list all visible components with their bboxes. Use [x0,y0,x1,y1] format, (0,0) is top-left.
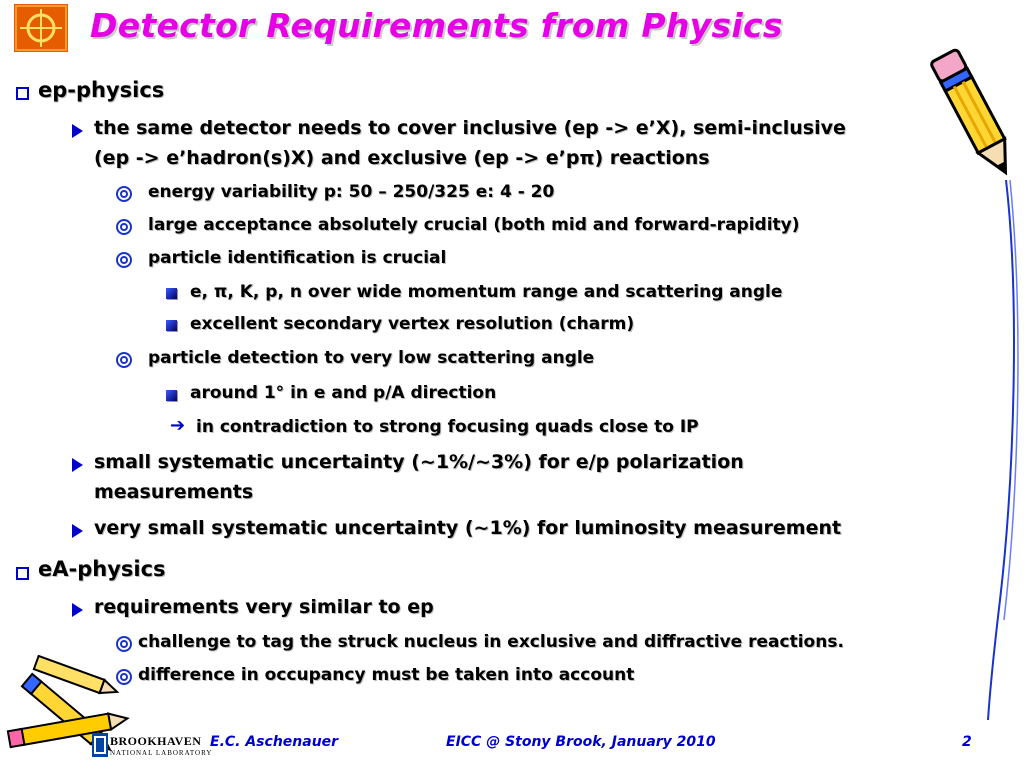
bullet-text: (ep -> e’hadron(s)X) and exclusive (ep -> e’pπ) reactions [94,147,710,169]
lab-subtitle: NATIONAL LABORATORY [110,749,213,757]
filled-square-bullet-icon [166,288,177,299]
swirl-bullet-icon [116,636,132,652]
bullet-text: excellent secondary vertex resolution (charm) [190,314,635,334]
right-arrow-icon: ➔ [170,415,186,436]
bullet-text: small systematic uncertainty (~1%/~3%) for e/p polarization [94,451,744,473]
section-heading-ea: eA-physics [38,557,166,581]
bullet-text: large acceptance absolutely crucial (both mid and forward-rapidity) [148,215,800,235]
bullet-text: around 1° in e and p/A direction [190,383,497,403]
page-number: 2 [962,734,972,750]
bullet-text: particle detection to very low scattering angle [148,348,595,368]
arrow-bullet-icon [72,524,83,538]
bullet-text: measurements [94,481,254,503]
decorative-stroke [980,180,1024,720]
bullet-text: e, π, K, p, n over wide momentum range and scattering angle [190,282,783,302]
swirl-bullet-icon [116,219,132,235]
filled-square-bullet-icon [166,390,177,401]
swirl-bullet-icon [116,186,132,202]
bullet-text: particle identification is crucial [148,248,447,268]
bullet-text: requirements very similar to ep [94,596,434,618]
footer-event: EICC @ Stony Brook, January 2010 [446,734,716,750]
pencil-icon [930,40,1020,190]
brookhaven-logo-icon [92,733,108,757]
lab-name: BROOKHAVEN [110,734,202,748]
swirl-bullet-icon [116,252,132,268]
section-heading-ep: ep-physics [38,78,165,102]
slide-title: Detector Requirements from Physics [90,6,783,45]
bullet-text: energy variability p: 50 – 250/325 e: 4 - 20 [148,182,555,202]
arrow-bullet-icon [72,458,83,472]
swirl-bullet-icon [116,352,132,368]
arrow-bullet-icon [72,603,83,617]
eic-logo-icon [14,4,68,52]
filled-square-bullet-icon [166,320,177,331]
bullet-text: difference in occupancy must be taken into account [138,665,635,685]
hollow-square-bullet-icon [16,87,29,100]
bullet-text: the same detector needs to cover inclusive (ep -> e’X), semi-inclusive [94,117,846,139]
footer-author: E.C. Aschenauer [210,734,339,750]
arrow-bullet-icon [72,124,83,138]
bullet-text: in contradiction to strong focusing quads close to IP [196,417,699,437]
hollow-square-bullet-icon [16,567,29,580]
bullet-text: very small systematic uncertainty (~1%) for luminosity measurement [94,517,842,539]
bullet-text: challenge to tag the struck nucleus in exclusive and diffractive reactions. [138,632,844,652]
